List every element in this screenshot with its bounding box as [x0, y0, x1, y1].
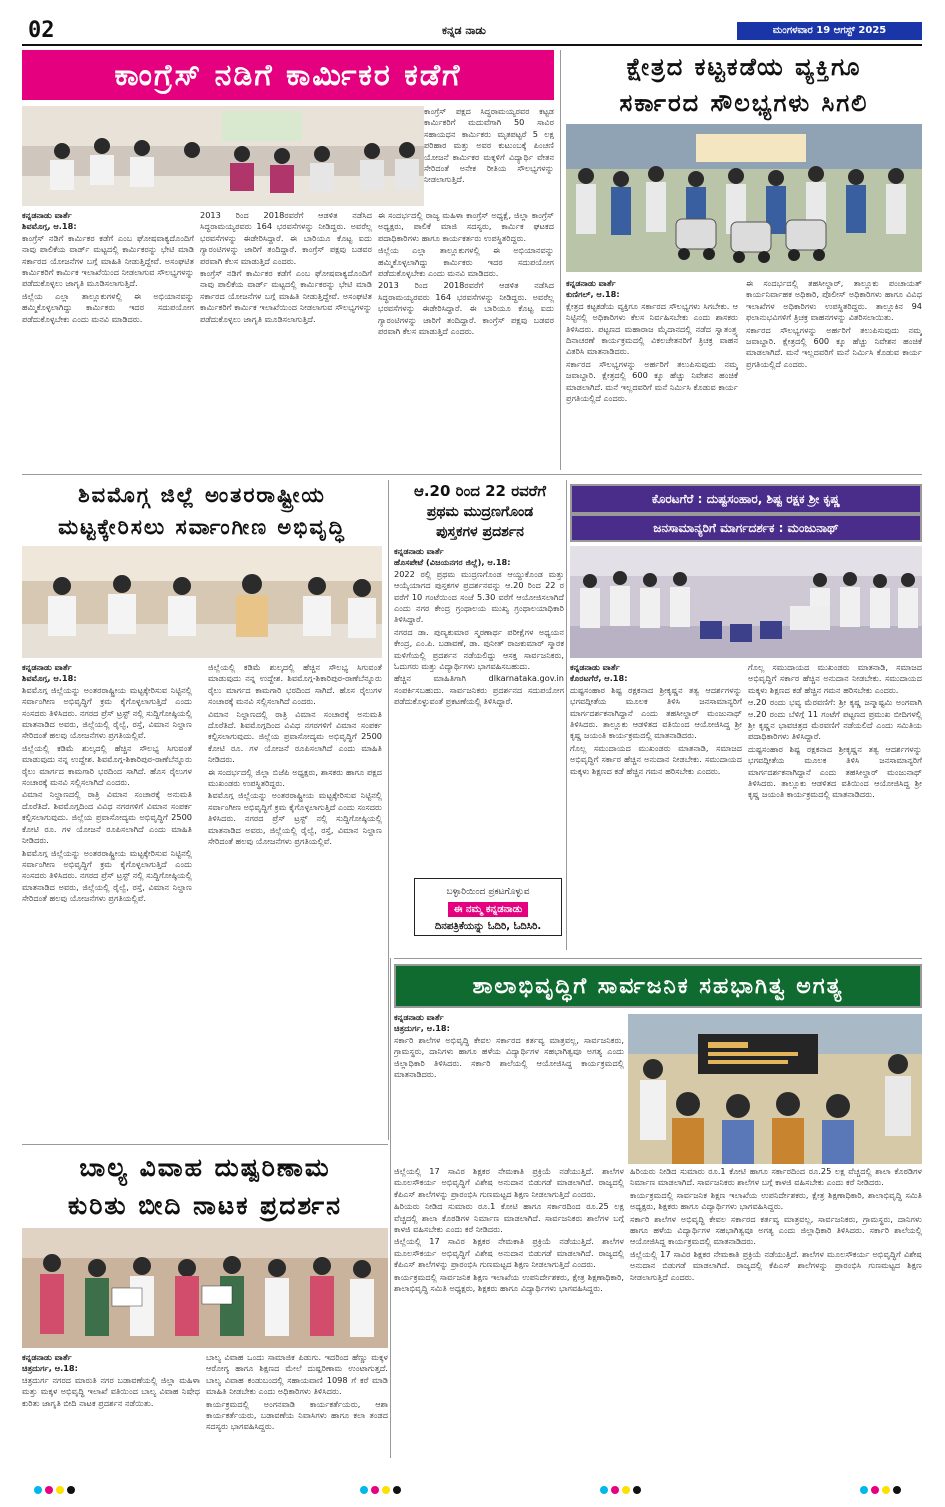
photo-street-play: [22, 1228, 388, 1348]
color-registration-marks: [34, 1486, 75, 1496]
masthead-rule: [22, 44, 922, 46]
headline-books-line3: ಪುಸ್ತಕಗಳ ಪ್ರದರ್ಶನ: [436, 524, 524, 540]
headline-school: ಶಾಲಾಭಿವೃದ್ಧಿಗೆ ಸಾರ್ವಜನಿಕ ಸಹಭಾಗಿತ್ವ ಅಗತ್ಯ: [394, 964, 922, 1008]
photo-scooter-distribution: [566, 124, 922, 272]
shivamogga-col-2: ಜಿಲ್ಲೆಯಲ್ಲಿ ಕಡಿಮೆ ಶುಲ್ಕದಲ್ಲಿ ಹೆಚ್ಚಿನ ಸೌಲಭ್ಯ ಸಿಗುವಂತೆ ಮಾಡುವುದು ನನ್ನ ಉದ್ದೇಶ. ಶಿವಮೊಗ್ಗ-ಶಿಕಾರಿಪುರ-ರಾಣೆಬೆನ್ನೂರು ರೈಲು ಮಾರ್ಗದ ಕಾಮಗಾರಿ ಭರದಿಂದ ಸಾಗಿದೆ. ಹೊಸ ರೈಲುಗಳ ಸಂಚಾರಕ್ಕೆ ಮನವಿ ಸಲ್ಲಿಸಲಾಗಿದೆ ಎಂದರು. ವಿಮಾನ ನಿಲ್ದಾಣದಲ್ಲಿ ರಾತ್ರಿ ವಿಮಾನ ಸಂಚಾರಕ್ಕೆ ಅನುಮತಿ ದೊರೆತಿದೆ. ಶಿವಮೊಗ್ಗದಿಂದ ವಿವಿಧ ನಗರಗಳಿಗೆ ವಿಮಾನ ಸಂಪರ್ಕ ಕಲ್ಪಿಸಲಾಗುವುದು. ಜಿಲ್ಲೆಯ ಪ್ರವಾಸೋದ್ಯಮ ಅಭಿವೃದ್ಧಿಗೆ 2500 ಕೋಟಿ ರೂ. ಗಳ ಯೋಜನೆ ರೂಪಿಸಲಾಗಿದೆ ಎಂದು ಮಾಹಿತಿ ನೀಡಿದರು. ಈ ಸಂದರ್ಭದಲ್ಲಿ ಜಿಲ್ಲಾ ಬಿಜೆಪಿ ಅಧ್ಯಕ್ಷರು, ಶಾಸಕರು ಹಾಗೂ ಪಕ್ಷದ ಮುಖಂಡರು ಉಪಸ್ಥಿತರಿದ್ದರು. ಶಿವಮೊಗ್ಗ ಜಿಲ್ಲೆಯನ್ನು ಅಂತರರಾಷ್ಟ್ರೀಯ ಮಟ್ಟಕ್ಕೇರಿಸುವ ನಿಟ್ಟಿನಲ್ಲಿ ಸರ್ವಾಂಗೀಣ ಅಭಿವೃದ್ಧಿಗೆ ಕ್ರಮ ಕೈಗೊಳ್ಳಲಾಗುತ್ತಿದೆ ಎಂದು ಸಂಸದರು ತಿಳಿಸಿದರು. ನಗರದ ಪ್ರೆಸ್ ಟ್ರಸ್ಟ್ ನಲ್ಲಿ ಸುದ್ದಿಗೋಷ್ಠಿಯಲ್ಲಿ ಮಾತನಾಡಿದ ಅವರು, ಜಿಲ್ಲೆಯಲ್ಲಿ ರೈಲ್ವೆ, ರಸ್ತೆ, ವಿಮಾನ ನಿಲ್ದಾಣ ಸೇರಿದಂತೆ ಹಲವು ಯೋಜನೆಗಳು ಪ್ರಗತಿಯಲ್ಲಿವೆ.: [208, 662, 382, 847]
headline-congress: ಕಾಂಗ್ರೆಸ್ ನಡಿಗೆ ಕಾರ್ಮಿಕರ ಕಡೆಗೆ: [22, 50, 554, 100]
congress-col-2: 2013 ರಿಂದ 2018ರವರೆಗೆ ಆಡಳಿತ ನಡೆಸಿದ ಸಿದ್ಧರಾಮಯ್ಯರವರು 164 ಭರವಸೆಗಳನ್ನು ನೀಡಿದ್ದರು. ಅವರೆಲ್ಲ ಭರವಸೆಗಳನ್ನು ಈಡೇರಿಸಿದ್ದಾರೆ. ಈ ಬಾರಿಯೂ ಕೊಟ್ಟ ಐದು ಗ್ಯಾರಂಟಿಗಳನ್ನು ಜಾರಿಗೆ ತಂದಿದ್ದಾರೆ. ಕಾಂಗ್ರೆಸ್ ಪಕ್ಷವು ಬಡವರ ಪರವಾಗಿ ಕೆಲಸ ಮಾಡುತ್ತಿದೆ ಎಂದರು. ಕಾಂಗ್ರೆಸ್ ನಡಿಗೆ ಕಾರ್ಮಿಕರ ಕಡೆಗೆ ಎಂಬ ಘೋಷವಾಕ್ಯದೊಂದಿಗೆ ನಾವು ಪಾಲಿಕೆಯ ವಾರ್ಡ್ ಮಟ್ಟದಲ್ಲಿ ಕಾರ್ಮಿಕರನ್ನು ಭೇಟಿ ಮಾಡಿ ಸರ್ಕಾರದ ಯೋಜನೆಗಳ ಬಗ್ಗೆ ಮಾಹಿತಿ ನೀಡುತ್ತಿದ್ದೇವೆ. ಅಸಂಘಟಿತ ಕಾರ್ಮಿಕರಿಗೆ ಕಾರ್ಮಿಕ ಇಲಾಖೆಯಿಂದ ನೀಡಲಾಗುವ ಸೌಲಭ್ಯಗಳನ್ನು ಪಡೆದುಕೊಳ್ಳಲು ಜಾಗೃತಿ ಮೂಡಿಸಲಾಗುತ್ತಿದೆ.: [200, 210, 372, 324]
headline-books-line1: ಆ.20 ರಿಂದ 22 ರವರೆಗೆ: [413, 482, 547, 500]
masthead: [22, 14, 922, 44]
facilities-col-1: ಕನ್ನಡನಾಡು ವಾರ್ತೆ ಕುಣಿಗಲ್, ಆ.18: ಕ್ಷೇತ್ರದ ಕಟ್ಟಕಡೆಯ ವ್ಯಕ್ತಿಗೂ ಸರ್ಕಾರದ ಸೌಲಭ್ಯಗಳು ಸಿಗಬೇಕು. ಆ ನಿಟ್ಟಿನಲ್ಲಿ ಅಧಿಕಾರಿಗಳು ಕೆಲಸ ನಿರ್ವಹಿಸಬೇಕು ಎಂದು ಶಾಸಕರು ತಿಳಿಸಿದರು. ಪಟ್ಟಣದ ಮಹಾರಾಜ ಮೈದಾನದಲ್ಲಿ ನಡೆದ ಸ್ವಾತಂತ್ರ್ಯ ದಿನಾಚರಣೆ ಕಾರ್ಯಕ್ರಮದಲ್ಲಿ ವಿಕಲಚೇತನರಿಗೆ ತ್ರಿಚಕ್ರ ವಾಹನ ವಿತರಿಸಿ ಮಾತನಾಡಿದರು. ಸರ್ಕಾರದ ಸೌಲಭ್ಯಗಳನ್ನು ಅರ್ಹರಿಗೆ ತಲುಪಿಸುವುದು ನಮ್ಮ ಜವಾಬ್ದಾರಿ. ಕ್ಷೇತ್ರದಲ್ಲಿ 600 ಕ್ಕೂ ಹೆಚ್ಚು ನಿವೇಶನ ಹಂಚಿಕೆ ಮಾಡಲಾಗಿದೆ. ಮನೆ ಇಲ್ಲದವರಿಗೆ ಮನೆ ನಿರ್ಮಿಸಿ ಕೊಡುವ ಕಾರ್ಯ ಪ್ರಗತಿಯಲ್ಲಿದೆ ಎಂದರು.: [566, 278, 738, 404]
paper-name: ಕನ್ನಡ ನಾಡು: [442, 24, 486, 37]
divider: [394, 958, 922, 959]
headline-shivamogga-line2: ಮಟ್ಟಕ್ಕೇರಿಸಲು ಸರ್ವಾಂಗೀಣ ಅಭಿವೃದ್ಧಿ: [58, 514, 346, 539]
krishna-col-1: ಕನ್ನಡನಾಡು ವಾರ್ತೆ ಕೊರಟಗೆರೆ, ಆ.18: ದುಷ್ಟಸಂಹಾರ ಶಿಷ್ಟ ರಕ್ಷಕನಾದ ಶ್ರೀಕೃಷ್ಣನ ತತ್ವ ಆದರ್ಶಗಳನ್ನು ಭಗವದ್ಗೀತೆಯ ಮೂಲಕ ತಿಳಿಸಿ ಜನಸಾಮಾನ್ಯರಿಗೆ ಮಾರ್ಗದರ್ಶಕನಾಗಿದ್ದಾನೆ ಎಂದು ತಹಸೀಲ್ದಾರ್ ಮಂಜುನಾಥ್ ತಿಳಿಸಿದರು. ತಾಲ್ಲೂಕು ಆಡಳಿತದ ವತಿಯಿಂದ ಆಯೋಜಿಸಿದ್ದ ಶ್ರೀ ಕೃಷ್ಣ ಜಯಂತಿ ಕಾರ್ಯಕ್ರಮದಲ್ಲಿ ಮಾತನಾಡಿದರು. ಗೊಲ್ಲ ಸಮುದಾಯದ ಮುಖಂಡರು ಮಾತನಾಡಿ, ಸಮಾಜದ ಅಭಿವೃದ್ಧಿಗೆ ಸರ್ಕಾರ ಹೆಚ್ಚಿನ ಅನುದಾನ ನೀಡಬೇಕು. ಸಮುದಾಯದ ಮಕ್ಕಳು ಶಿಕ್ಷಣದ ಕಡೆ ಹೆಚ್ಚಿನ ಗಮನ ಹರಿಸಬೇಕು ಎಂದರು.: [570, 662, 742, 776]
childmarriage-col-1: ಕನ್ನಡನಾಡು ವಾರ್ತೆ ಚಿತ್ರದುರ್ಗ, ಆ.18: ಚಿತ್ರದುರ್ಗ ನಗರದ ಮಾರುತಿ ನಗರ ಬಡಾವಣೆಯಲ್ಲಿ ಜಿಲ್ಲಾ ಮಹಿಳಾ ಮತ್ತು ಮಕ್ಕಳ ಅಭಿವೃದ್ಧಿ ಇಲಾಖೆ ವತಿಯಿಂದ ಬಾಲ್ಯ ವಿವಾಹ ನಿಷೇಧ ಕುರಿತು ಜಾಗೃತಿ ಬೀದಿ ನಾಟಕ ಪ್ರದರ್ಶನ ನಡೆಯಿತು.: [22, 1352, 200, 1408]
books-col: ಕನ್ನಡನಾಡು ವಾರ್ತೆ ಹೊಸಪೇಟೆ (ವಿಜಯನಗರ ಜಿಲ್ಲೆ), ಆ.18: 2022 ರಲ್ಲಿ ಪ್ರಥಮ ಮುದ್ರಣಗೊಂಡ ಆಯ್ದುಕೊಂಡ ಮತ್ತು ಆಯ್ಕೆಯಾಗದ ಪುಸ್ತಕಗಳ ಪ್ರದರ್ಶನವನ್ನು ಆ.20 ರಿಂದ 22 ರ ವರೆಗೆ 10 ಗಂಟೆಯಿಂದ ಸಂಜೆ 5.30 ವರೆಗೆ ಆಯೋಜಿಸಲಾಗಿದೆ ಎಂದು ನಗರ ಕೇಂದ್ರ ಗ್ರಂಥಾಲಯ ಮುಖ್ಯ ಗ್ರಂಥಾಲಯಾಧಿಕಾರಿ ತಿಳಿಸಿದ್ದಾರೆ. ನಗರದ ಡಾ. ಪುಣ್ಯಕುಮಾರ ಸ್ಮರಣಾರ್ಥ ಪರೀಕ್ಷೆಗಳ ಅಧ್ಯಯನ ಕೇಂದ್ರ, ಎಂ.ಪಿ. ಬಡಾವಣೆ, ಡಾ. ಪುನೀತ್ ರಾಜಕುಮಾರ್ ಸ್ಮಾರಕ ಮಳಿಗೆಯಲ್ಲಿ ಪ್ರದರ್ಶನ ನಡೆಯಲಿದ್ದು ಆಸಕ್ತ ಸಾರ್ವಜನಿಕರು, ಓದುಗರು ಮತ್ತು ವಿದ್ಯಾರ್ಥಿಗಳು ಭಾಗವಹಿಸಬಹುದು. ಹೆಚ್ಚಿನ ಮಾಹಿತಿಗಾಗಿ dlkarnataka.gov.in ಸಂಪರ್ಕಿಸಬಹುದು. ಸಾರ್ವಜನಿಕರು ಪ್ರದರ್ಶನದ ಸದುಪಯೋಗ ಪಡೆದುಕೊಳ್ಳುವಂತೆ ಪ್ರಕಟಣೆಯಲ್ಲಿ ತಿಳಿಸಿದ್ದಾರೆ.: [394, 546, 564, 707]
headline-childmarriage-line2: ಕುರಿತು ಬೀದಿ ನಾಟಕ ಪ್ರದರ್ಶನ: [68, 1191, 342, 1220]
school-col-intro: ಕನ್ನಡನಾಡು ವಾರ್ತೆ ಚಿತ್ರದುರ್ಗ, ಆ.18: ಸರ್ಕಾರಿ ಶಾಲೆಗಳ ಅಭಿವೃದ್ಧಿ ಕೇವಲ ಸರ್ಕಾರದ ಕರ್ತವ್ಯ ಮಾತ್ರವಲ್ಲ, ಸಾರ್ವಜನಿಕರು, ಗ್ರಾಮಸ್ಥರು, ದಾನಿಗಳು ಹಾಗೂ ಹಳೆಯ ವಿದ್ಯಾರ್ಥಿಗಳ ಸಹಭಾಗಿತ್ವವೂ ಅಗತ್ಯ ಎಂದು ಜಿಲ್ಲಾಧಿಕಾರಿ ತಿಳಿಸಿದರು. ಸರ್ಕಾರಿ ಶಾಲೆಯಲ್ಲಿ ಆಯೋಜಿಸಿದ್ದ ಕಾರ್ಯಕ್ರಮದಲ್ಲಿ ಮಾತನಾಡಿದರು.: [394, 1012, 624, 1080]
congress-col-intro: ಕಾಂಗ್ರೆಸ್ ಪಕ್ಷದ ಸಿದ್ಧರಾಮಯ್ಯರವರ ಕಟ್ಟಡ ಕಾರ್ಮಿಕರಿಗೆ ಮದುವೆಗಾಗಿ 50 ಸಾವಿರ ಸಹಾಯಧನ ಕಾರ್ಮಿಕರು ಮೃತಪಟ್ಟರೆ 5 ಲಕ್ಷ ಪರಿಹಾರ ಮತ್ತು ಅವರ ಕುಟುಂಬಕ್ಕೆ ಪಿಂಚಣಿ ಯೋಜನೆ ಕಾರ್ಮಿಕರ ಮಕ್ಕಳಿಗೆ ವಿದ್ಯಾರ್ಥಿ ವೇತನ ಸೇರಿದಂತೆ ಅನೇಕ ರೀತಿಯ ಸೌಲಭ್ಯಗಳನ್ನು ನೀಡಲಾಗುತ್ತಿದೆ.: [424, 106, 554, 185]
school-col-2: ಹಿರಿಯರು ನೀಡಿದ ಸುಮಾರು ರೂ.1 ಕೋಟಿ ಹಾಗೂ ಸರ್ಕಾರದಿಂದ ರೂ.25 ಲಕ್ಷ ವೆಚ್ಚದಲ್ಲಿ ಶಾಲಾ ಕೊಠಡಿಗಳ ನಿರ್ಮಾಣ ಮಾಡಲಾಗಿದೆ. ಸಾರ್ವಜನಿಕರು ಶಾಲೆಗಳ ಬಗ್ಗೆ ಕಾಳಜಿ ವಹಿಸಬೇಕು ಎಂದು ಕರೆ ನೀಡಿದರು. ಕಾರ್ಯಕ್ರಮದಲ್ಲಿ ಸಾರ್ವಜನಿಕ ಶಿಕ್ಷಣ ಇಲಾಖೆಯ ಉಪನಿರ್ದೇಶಕರು, ಕ್ಷೇತ್ರ ಶಿಕ್ಷಣಾಧಿಕಾರಿ, ಶಾಲಾಭಿವೃದ್ಧಿ ಸಮಿತಿ ಅಧ್ಯಕ್ಷರು, ಶಿಕ್ಷಕರು ಹಾಗೂ ವಿದ್ಯಾರ್ಥಿಗಳು ಭಾಗವಹಿಸಿದ್ದರು. ಸರ್ಕಾರಿ ಶಾಲೆಗಳ ಅಭಿವೃದ್ಧಿ ಕೇವಲ ಸರ್ಕಾರದ ಕರ್ತವ್ಯ ಮಾತ್ರವಲ್ಲ, ಸಾರ್ವಜನಿಕರು, ಗ್ರಾಮಸ್ಥರು, ದಾನಿಗಳು ಹಾಗೂ ಹಳೆಯ ವಿದ್ಯಾರ್ಥಿಗಳ ಸಹಭಾಗಿತ್ವವೂ ಅಗತ್ಯ ಎಂದು ಜಿಲ್ಲಾಧಿಕಾರಿ ತಿಳಿಸಿದರು. ಸರ್ಕಾರಿ ಶಾಲೆಯಲ್ಲಿ ಆಯೋಜಿಸಿದ್ದ ಕಾರ್ಯಕ್ರಮದಲ್ಲಿ ಮಾತನಾಡಿದರು. ಜಿಲ್ಲೆಯಲ್ಲಿ 17 ಸಾವಿರ ಶಿಕ್ಷಕರ ನೇಮಕಾತಿ ಪ್ರಕ್ರಿಯೆ ನಡೆಯುತ್ತಿದೆ. ಶಾಲೆಗಳ ಮೂಲಸೌಕರ್ಯ ಅಭಿವೃದ್ಧಿಗೆ ವಿಶೇಷ ಅನುದಾನ ಬಿಡುಗಡೆ ಮಾಡಲಾಗಿದೆ. ರಾಜ್ಯದಲ್ಲಿ ಕೆಪಿಎಸ್ ಶಾಲೆಗಳನ್ನು ಪ್ರಾರಂಭಿಸಿ ಗುಣಮಟ್ಟದ ಶಿಕ್ಷಣ ನೀಡಲಾಗುತ್ತಿದೆ ಎಂದರು.: [630, 1166, 922, 1282]
page-number: 02: [28, 18, 55, 43]
school-col-1: ಜಿಲ್ಲೆಯಲ್ಲಿ 17 ಸಾವಿರ ಶಿಕ್ಷಕರ ನೇಮಕಾತಿ ಪ್ರಕ್ರಿಯೆ ನಡೆಯುತ್ತಿದೆ. ಶಾಲೆಗಳ ಮೂಲಸೌಕರ್ಯ ಅಭಿವೃದ್ಧಿಗೆ ವಿಶೇಷ ಅನುದಾನ ಬಿಡುಗಡೆ ಮಾಡಲಾಗಿದೆ. ರಾಜ್ಯದಲ್ಲಿ ಕೆಪಿಎಸ್ ಶಾಲೆಗಳನ್ನು ಪ್ರಾರಂಭಿಸಿ ಗುಣಮಟ್ಟದ ಶಿಕ್ಷಣ ನೀಡಲಾಗುತ್ತಿದೆ ಎಂದರು. ಹಿರಿಯರು ನೀಡಿದ ಸುಮಾರು ರೂ.1 ಕೋಟಿ ಹಾಗೂ ಸರ್ಕಾರದಿಂದ ರೂ.25 ಲಕ್ಷ ವೆಚ್ಚದಲ್ಲಿ ಶಾಲಾ ಕೊಠಡಿಗಳ ನಿರ್ಮಾಣ ಮಾಡಲಾಗಿದೆ. ಸಾರ್ವಜನಿಕರು ಶಾಲೆಗಳ ಬಗ್ಗೆ ಕಾಳಜಿ ವಹಿಸಬೇಕು ಎಂದು ಕರೆ ನೀಡಿದರು. ಜಿಲ್ಲೆಯಲ್ಲಿ 17 ಸಾವಿರ ಶಿಕ್ಷಕರ ನೇಮಕಾತಿ ಪ್ರಕ್ರಿಯೆ ನಡೆಯುತ್ತಿದೆ. ಶಾಲೆಗಳ ಮೂಲಸೌಕರ್ಯ ಅಭಿವೃದ್ಧಿಗೆ ವಿಶೇಷ ಅನುದಾನ ಬಿಡುಗಡೆ ಮಾಡಲಾಗಿದೆ. ರಾಜ್ಯದಲ್ಲಿ ಕೆಪಿಎಸ್ ಶಾಲೆಗಳನ್ನು ಪ್ರಾರಂಭಿಸಿ ಗುಣಮಟ್ಟದ ಶಿಕ್ಷಣ ನೀಡಲಾಗುತ್ತಿದೆ ಎಂದರು. ಕಾರ್ಯಕ್ರಮದಲ್ಲಿ ಸಾರ್ವಜನಿಕ ಶಿಕ್ಷಣ ಇಲಾಖೆಯ ಉಪನಿರ್ದೇಶಕರು, ಕ್ಷೇತ್ರ ಶಿಕ್ಷಣಾಧಿಕಾರಿ, ಶಾಲಾಭಿವೃದ್ಧಿ ಸಮಿತಿ ಅಧ್ಯಕ್ಷರು, ಶಿಕ್ಷಕರು ಹಾಗೂ ವಿದ್ಯಾರ್ಥಿಗಳು ಭಾಗವಹಿಸಿದ್ದರು.: [394, 1166, 624, 1294]
congress-col-3: ಈ ಸಂದರ್ಭದಲ್ಲಿ ರಾಜ್ಯ ಮಹಿಳಾ ಕಾಂಗ್ರೆಸ್ ಅಧ್ಯಕ್ಷೆ, ಜಿಲ್ಲಾ ಕಾಂಗ್ರೆಸ್ ಅಧ್ಯಕ್ಷರು, ಪಾಲಿಕೆ ಮಾಜಿ ಸದಸ್ಯರು, ಕಾರ್ಮಿಕ ಘಟಕದ ಪದಾಧಿಕಾರಿಗಳು ಹಾಗೂ ಕಾರ್ಯಕರ್ತರು ಉಪಸ್ಥಿತರಿದ್ದರು. ಜಿಲ್ಲೆಯ ಎಲ್ಲಾ ತಾಲ್ಲೂಕುಗಳಲ್ಲಿ ಈ ಅಭಿಯಾನವನ್ನು ಹಮ್ಮಿಕೊಳ್ಳಲಾಗಿದ್ದು ಕಾರ್ಮಿಕರು ಇದರ ಸದುಪಯೋಗ ಪಡೆದುಕೊಳ್ಳಬೇಕು ಎಂದು ಮನವಿ ಮಾಡಿದರು. 2013 ರಿಂದ 2018ರವರೆಗೆ ಆಡಳಿತ ನಡೆಸಿದ ಸಿದ್ಧರಾಮಯ್ಯರವರು 164 ಭರವಸೆಗಳನ್ನು ನೀಡಿದ್ದರು. ಅವರೆಲ್ಲ ಭರವಸೆಗಳನ್ನು ಈಡೇರಿಸಿದ್ದಾರೆ. ಈ ಬಾರಿಯೂ ಕೊಟ್ಟ ಐದು ಗ್ಯಾರಂಟಿಗಳನ್ನು ಜಾರಿಗೆ ತಂದಿದ್ದಾರೆ. ಕಾಂಗ್ರೆಸ್ ಪಕ್ಷವು ಬಡವರ ಪರವಾಗಿ ಕೆಲಸ ಮಾಡುತ್ತಿದೆ ಎಂದರು.: [378, 210, 554, 337]
color-registration-marks: [860, 1486, 901, 1496]
promo-box: ಬಳ್ಳಾರಿಯಿಂದ ಪ್ರಕಟಗೊಳ್ಳುವ ಈ ನಮ್ಮ ಕನ್ನಡನಾಡು ದಿನಪತ್ರಿಕೆಯನ್ನು ಓದಿರಿ, ಓದಿಸಿರಿ.: [414, 878, 562, 936]
headline-krishna-line2: ಜನಸಾಮಾನ್ಯರಿಗೆ ಮಾರ್ಗದರ್ಶಕ : ಮಂಜುನಾಥ್: [570, 514, 922, 542]
headline-childmarriage-line1: ಬಾಲ್ಯ ವಿವಾಹ ದುಷ್ಪರಿಣಾಮ: [79, 1153, 331, 1182]
headline-shivamogga-line1: ಶಿವಮೊಗ್ಗ ಜಿಲ್ಲೆ ಅಂತರರಾಷ್ಟ್ರೀಯ: [78, 482, 326, 507]
divider: [566, 480, 567, 950]
divider: [390, 958, 391, 1458]
divider: [22, 474, 922, 475]
photo-congress-meeting: [22, 106, 424, 206]
headline-krishna-line1: ಕೊರಟಗೆರೆ : ದುಷ್ಟಸಂಹಾರ, ಶಿಷ್ಟ ರಕ್ಷಕ ಶ್ರೀ ಕೃಷ್ಣ: [570, 484, 922, 514]
childmarriage-col-2: ಬಾಲ್ಯ ವಿವಾಹ ಒಂದು ಸಾಮಾಜಿಕ ಪಿಡುಗು. ಇದರಿಂದ ಹೆಣ್ಣು ಮಕ್ಕಳ ಆರೋಗ್ಯ ಹಾಗೂ ಶಿಕ್ಷಣದ ಮೇಲೆ ದುಷ್ಪರಿಣಾಮ ಉಂಟಾಗುತ್ತದೆ. ಬಾಲ್ಯ ವಿವಾಹ ಕಂಡುಬಂದಲ್ಲಿ ಸಹಾಯವಾಣಿ 1098 ಗೆ ಕರೆ ಮಾಡಿ ಮಾಹಿತಿ ನೀಡಬೇಕು ಎಂದು ಅಧಿಕಾರಿಗಳು ತಿಳಿಸಿದರು. ಕಾರ್ಯಕ್ರಮದಲ್ಲಿ ಅಂಗನವಾಡಿ ಕಾರ್ಯಕರ್ತೆಯರು, ಆಶಾ ಕಾರ್ಯಕರ್ತೆಯರು, ಬಡಾವಣೆಯ ನಿವಾಸಿಗಳು ಹಾಗೂ ಕಲಾ ತಂಡದ ಸದಸ್ಯರು ಭಾಗವಹಿಸಿದ್ದರು.: [206, 1352, 388, 1432]
congress-col-1: ಕನ್ನಡನಾಡು ವಾರ್ತೆ ಶಿವಮೊಗ್ಗ, ಆ.18: ಕಾಂಗ್ರೆಸ್ ನಡಿಗೆ ಕಾರ್ಮಿಕರ ಕಡೆಗೆ ಎಂಬ ಘೋಷವಾಕ್ಯದೊಂದಿಗೆ ನಾವು ಪಾಲಿಕೆಯ ವಾರ್ಡ್ ಮಟ್ಟದಲ್ಲಿ ಕಾರ್ಮಿಕರನ್ನು ಭೇಟಿ ಮಾಡಿ ಸರ್ಕಾರದ ಯೋಜನೆಗಳ ಬಗ್ಗೆ ಮಾಹಿತಿ ನೀಡುತ್ತಿದ್ದೇವೆ. ಅಸಂಘಟಿತ ಕಾರ್ಮಿಕರಿಗೆ ಕಾರ್ಮಿಕ ಇಲಾಖೆಯಿಂದ ನೀಡಲಾಗುವ ಸೌಲಭ್ಯಗಳನ್ನು ಪಡೆದುಕೊಳ್ಳಲು ಜಾಗೃತಿ ಮೂಡಿಸಲಾಗುತ್ತಿದೆ. ಜಿಲ್ಲೆಯ ಎಲ್ಲಾ ತಾಲ್ಲೂಕುಗಳಲ್ಲಿ ಈ ಅಭಿಯಾನವನ್ನು ಹಮ್ಮಿಕೊಳ್ಳಲಾಗಿದ್ದು ಕಾರ್ಮಿಕರು ಇದರ ಸದುಪಯೋಗ ಪಡೆದುಕೊಳ್ಳಬೇಕು ಎಂದು ಮನವಿ ಮಾಡಿದರು.: [22, 210, 194, 324]
krishna-col-2: ಗೊಲ್ಲ ಸಮುದಾಯದ ಮುಖಂಡರು ಮಾತನಾಡಿ, ಸಮಾಜದ ಅಭಿವೃದ್ಧಿಗೆ ಸರ್ಕಾರ ಹೆಚ್ಚಿನ ಅನುದಾನ ನೀಡಬೇಕು. ಸಮುದಾಯದ ಮಕ್ಕಳು ಶಿಕ್ಷಣದ ಕಡೆ ಹೆಚ್ಚಿನ ಗಮನ ಹರಿಸಬೇಕು ಎಂದರು. ಆ.20 ರಂದು ಭವ್ಯ ಮೆರವಣಿಗೆ: ಶ್ರೀ ಕೃಷ್ಣ ಜನ್ಮಾಷ್ಟಮಿ ಅಂಗವಾಗಿ ಆ.20 ರಂದು ಬೆಳಿಗ್ಗೆ 11 ಗಂಟೆಗೆ ಪಟ್ಟಣದ ಪ್ರಮುಖ ಬೀದಿಗಳಲ್ಲಿ ಶ್ರೀ ಕೃಷ್ಣನ ಭಾವಚಿತ್ರದ ಮೆರವಣಿಗೆ ನಡೆಯಲಿದೆ ಎಂದು ಸಮಿತಿಯ ಪದಾಧಿಕಾರಿಗಳು ತಿಳಿಸಿದ್ದಾರೆ. ದುಷ್ಟಸಂಹಾರ ಶಿಷ್ಟ ರಕ್ಷಕನಾದ ಶ್ರೀಕೃಷ್ಣನ ತತ್ವ ಆದರ್ಶಗಳನ್ನು ಭಗವದ್ಗೀತೆಯ ಮೂಲಕ ತಿಳಿಸಿ ಜನಸಾಮಾನ್ಯರಿಗೆ ಮಾರ್ಗದರ್ಶಕನಾಗಿದ್ದಾನೆ ಎಂದು ತಹಸೀಲ್ದಾರ್ ಮಂಜುನಾಥ್ ತಿಳಿಸಿದರು. ತಾಲ್ಲೂಕು ಆಡಳಿತದ ವತಿಯಿಂದ ಆಯೋಜಿಸಿದ್ದ ಶ್ರೀ ಕೃಷ್ಣ ಜಯಂತಿ ಕಾರ್ಯಕ್ರಮದಲ್ಲಿ ಮಾತನಾಡಿದರು.: [748, 662, 922, 800]
date-bar: ಮಂಗಳವಾರ 19 ಆಗಸ್ಟ್ 2025: [737, 22, 922, 40]
headline-facilities-line1: ಕ್ಷೇತ್ರದ ಕಟ್ಟಕಡೆಯ ವ್ಯಕ್ತಿಗೂ: [626, 53, 862, 81]
divider: [560, 50, 561, 470]
color-registration-marks: [600, 1486, 641, 1496]
headline-books-line2: ಪ್ರಥಮ ಮುದ್ರಣಗೊಂಡ: [426, 504, 534, 520]
photo-krishna-jayanti: [570, 546, 922, 658]
photo-press-meet: [22, 546, 382, 658]
photo-school-students: [628, 1014, 922, 1164]
divider: [388, 480, 389, 1140]
headline-facilities-line2: ಸರ್ಕಾರದ ಸೌಲಭ್ಯಗಳು ಸಿಗಲಿ: [619, 89, 869, 117]
divider: [22, 1144, 388, 1145]
color-registration-marks: [360, 1486, 401, 1496]
shivamogga-col-1: ಕನ್ನಡನಾಡು ವಾರ್ತೆ ಶಿವಮೊಗ್ಗ, ಆ.18: ಶಿವಮೊಗ್ಗ ಜಿಲ್ಲೆಯನ್ನು ಅಂತರರಾಷ್ಟ್ರೀಯ ಮಟ್ಟಕ್ಕೇರಿಸುವ ನಿಟ್ಟಿನಲ್ಲಿ ಸರ್ವಾಂಗೀಣ ಅಭಿವೃದ್ಧಿಗೆ ಕ್ರಮ ಕೈಗೊಳ್ಳಲಾಗುತ್ತಿದೆ ಎಂದು ಸಂಸದರು ತಿಳಿಸಿದರು. ನಗರದ ಪ್ರೆಸ್ ಟ್ರಸ್ಟ್ ನಲ್ಲಿ ಸುದ್ದಿಗೋಷ್ಠಿಯಲ್ಲಿ ಮಾತನಾಡಿದ ಅವರು, ಜಿಲ್ಲೆಯಲ್ಲಿ ರೈಲ್ವೆ, ರಸ್ತೆ, ವಿಮಾನ ನಿಲ್ದಾಣ ಸೇರಿದಂತೆ ಹಲವು ಯೋಜನೆಗಳು ಪ್ರಗತಿಯಲ್ಲಿವೆ. ಜಿಲ್ಲೆಯಲ್ಲಿ ಕಡಿಮೆ ಶುಲ್ಕದಲ್ಲಿ ಹೆಚ್ಚಿನ ಸೌಲಭ್ಯ ಸಿಗುವಂತೆ ಮಾಡುವುದು ನನ್ನ ಉದ್ದೇಶ. ಶಿವಮೊಗ್ಗ-ಶಿಕಾರಿಪುರ-ರಾಣೆಬೆನ್ನೂರು ರೈಲು ಮಾರ್ಗದ ಕಾಮಗಾರಿ ಭರದಿಂದ ಸಾಗಿದೆ. ಹೊಸ ರೈಲುಗಳ ಸಂಚಾರಕ್ಕೆ ಮನವಿ ಸಲ್ಲಿಸಲಾಗಿದೆ ಎಂದರು. ವಿಮಾನ ನಿಲ್ದಾಣದಲ್ಲಿ ರಾತ್ರಿ ವಿಮಾನ ಸಂಚಾರಕ್ಕೆ ಅನುಮತಿ ದೊರೆತಿದೆ. ಶಿವಮೊಗ್ಗದಿಂದ ವಿವಿಧ ನಗರಗಳಿಗೆ ವಿಮಾನ ಸಂಪರ್ಕ ಕಲ್ಪಿಸಲಾಗುವುದು. ಜಿಲ್ಲೆಯ ಪ್ರವಾಸೋದ್ಯಮ ಅಭಿವೃದ್ಧಿಗೆ 2500 ಕೋಟಿ ರೂ. ಗಳ ಯೋಜನೆ ರೂಪಿಸಲಾಗಿದೆ ಎಂದು ಮಾಹಿತಿ ನೀಡಿದರು. ಶಿವಮೊಗ್ಗ ಜಿಲ್ಲೆಯನ್ನು ಅಂತರರಾಷ್ಟ್ರೀಯ ಮಟ್ಟಕ್ಕೇರಿಸುವ ನಿಟ್ಟಿನಲ್ಲಿ ಸರ್ವಾಂಗೀಣ ಅಭಿವೃದ್ಧಿಗೆ ಕ್ರಮ ಕೈಗೊಳ್ಳಲಾಗುತ್ತಿದೆ ಎಂದು ಸಂಸದರು ತಿಳಿಸಿದರು. ನಗರದ ಪ್ರೆಸ್ ಟ್ರಸ್ಟ್ ನಲ್ಲಿ ಸುದ್ದಿಗೋಷ್ಠಿಯಲ್ಲಿ ಮಾತನಾಡಿದ ಅವರು, ಜಿಲ್ಲೆಯಲ್ಲಿ ರೈಲ್ವೆ, ರಸ್ತೆ, ವಿಮಾನ ನಿಲ್ದಾಣ ಸೇರಿದಂತೆ ಹಲವು ಯೋಜನೆಗಳು ಪ್ರಗತಿಯಲ್ಲಿವೆ.: [22, 662, 192, 904]
facilities-col-2: ಈ ಸಂದರ್ಭದಲ್ಲಿ ತಹಸೀಲ್ದಾರ್, ತಾಲ್ಲೂಕು ಪಂಚಾಯತ್ ಕಾರ್ಯನಿರ್ವಾಹಕ ಅಧಿಕಾರಿ, ಪೊಲೀಸ್ ಅಧಿಕಾರಿಗಳು ಹಾಗೂ ವಿವಿಧ ಇಲಾಖೆಗಳ ಅಧಿಕಾರಿಗಳು ಉಪಸ್ಥಿತರಿದ್ದರು. ತಾಲ್ಲೂಕಿನ 94 ಫಲಾನುಭವಿಗಳಿಗೆ ತ್ರಿಚಕ್ರ ವಾಹನಗಳನ್ನು ವಿತರಿಸಲಾಯಿತು. ಸರ್ಕಾರದ ಸೌಲಭ್ಯಗಳನ್ನು ಅರ್ಹರಿಗೆ ತಲುಪಿಸುವುದು ನಮ್ಮ ಜವಾಬ್ದಾರಿ. ಕ್ಷೇತ್ರದಲ್ಲಿ 600 ಕ್ಕೂ ಹೆಚ್ಚು ನಿವೇಶನ ಹಂಚಿಕೆ ಮಾಡಲಾಗಿದೆ. ಮನೆ ಇಲ್ಲದವರಿಗೆ ಮನೆ ನಿರ್ಮಿಸಿ ಕೊಡುವ ಕಾರ್ಯ ಪ್ರಗತಿಯಲ್ಲಿದೆ ಎಂದರು.: [746, 278, 922, 369]
